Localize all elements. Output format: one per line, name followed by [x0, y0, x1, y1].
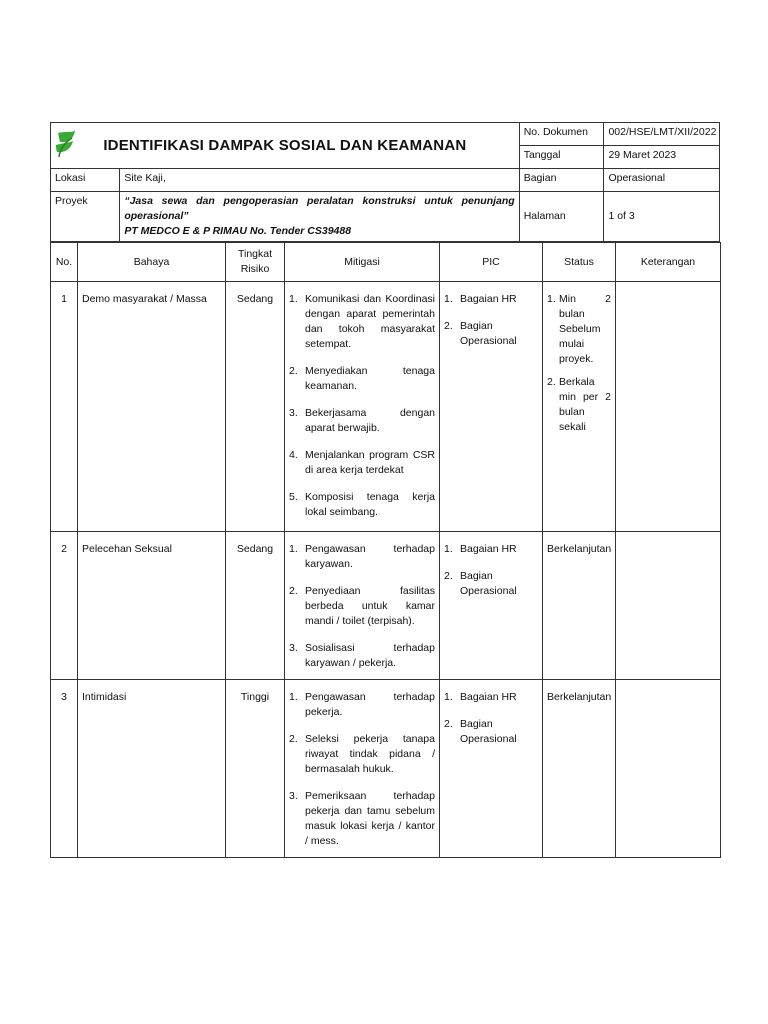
row-pic [440, 532, 543, 680]
mitigasi-item: 3. Bekerjasama dengan aparat berwajib. [289, 407, 435, 434]
status-item: 2. Berkala min per 2 bulan sekali [547, 376, 611, 433]
mitigasi-item: 2. Penyediaan fasilitas berbeda untuk kamar mandi / toilet (terpisah). [289, 585, 435, 627]
meta-value-bagian: Operasional [604, 169, 720, 192]
row-status: Berkelanjutan [543, 680, 616, 858]
table-row [51, 282, 721, 532]
col-header-no: No. [51, 243, 78, 282]
header-table [50, 122, 720, 242]
proyek-line-1: “Jasa sewa dan pengoperasian peralatan konstruksi untuk penunjang operasional” [124, 195, 515, 222]
company-leaf-logo [54, 129, 76, 159]
mitigasi-item: 4. Menjalankan program CSR di area kerja terdekat [289, 449, 435, 476]
meta-label-halaman: Halaman [519, 192, 604, 242]
row-tingkat: Tinggi [226, 680, 285, 858]
mitigasi-item: 1. Pengawasan terhadap karyawan. [289, 543, 435, 570]
mitigasi-item: 2. Seleksi pekerja tanapa riwayat tindak pidana / bermasalah hukuk. [289, 733, 435, 775]
col-header-tingkat-risiko: Tingkat Risiko [226, 243, 285, 282]
mitigasi-item: 2. Menyediakan tenaga keamanan. [289, 365, 435, 392]
row-bahaya: Pelecehan Seksual [78, 532, 226, 680]
mitigasi-item: 3. Pemeriksaan terhadap pekerja dan tamu sebelum masuk lokasi kerja / kantor / mess. [289, 790, 435, 847]
col-header-status: Status [543, 243, 616, 282]
table-row [51, 680, 721, 858]
pic-item: 2. Bagian Operasional [444, 718, 517, 745]
row-status: Berkelanjutan [543, 532, 616, 680]
row-keterangan [616, 532, 721, 680]
row-bahaya: Demo masyarakat / Massa [78, 282, 226, 532]
meta-label-no-dokumen: No. Dokumen [519, 123, 604, 146]
title-cell [51, 123, 520, 169]
document [50, 122, 720, 858]
col-header-mitigasi: Mitigasi [285, 243, 440, 282]
mitigasi-item: 1. Pengawasan terhadap pekerja. [289, 691, 435, 718]
meta-label-bagian: Bagian [519, 169, 604, 192]
row-keterangan [616, 282, 721, 532]
proyek-line-2: PT MEDCO E & P RIMAU No. Tender CS39488 [124, 225, 352, 237]
row-mitigasi [285, 282, 440, 532]
row-mitigasi [285, 532, 440, 680]
meta-label-tanggal: Tanggal [519, 146, 604, 169]
col-header-pic: PIC [440, 243, 543, 282]
document-title: IDENTIFIKASI DAMPAK SOSIAL DAN KEAMANAN [103, 137, 467, 154]
col-header-keterangan: Keterangan [616, 243, 721, 282]
col-header-bahaya: Bahaya [78, 243, 226, 282]
pic-item: 2. Bagian Operasional [444, 320, 517, 347]
meta-value-tanggal: 29 Maret 2023 [604, 146, 720, 169]
mitigasi-item: 5. Komposisi tenaga kerja lokal seimbang. [289, 491, 435, 518]
row-tingkat: Sedang [226, 282, 285, 532]
column-header-row [51, 243, 721, 282]
row-tingkat: Sedang [226, 532, 285, 680]
row-mitigasi [285, 680, 440, 858]
mitigasi-item: 1. Komunikasi dan Koordinasi dengan aparat pemerintah dan tokoh masyarakat setempat. [289, 293, 435, 350]
pic-item: 1. Bagaian HR [444, 293, 517, 305]
proyek-label: Proyek [51, 192, 120, 242]
row-keterangan [616, 680, 721, 858]
row-no: 2 [51, 532, 78, 680]
proyek-value [120, 192, 519, 242]
pic-item: 1. Bagaian HR [444, 543, 517, 555]
row-no: 3 [51, 680, 78, 858]
lokasi-value: Site Kaji, [120, 169, 519, 192]
status-item: 1. Min 2 bulan Sebelum mulai proyek. [547, 293, 611, 365]
row-pic [440, 282, 543, 532]
row-pic [440, 680, 543, 858]
row-bahaya: Intimidasi [78, 680, 226, 858]
risk-table [50, 242, 721, 858]
mitigasi-item: 3. Sosialisasi terhadap karyawan / pekerja. [289, 642, 435, 669]
pic-item: 2. Bagian Operasional [444, 570, 517, 597]
row-status [543, 282, 616, 532]
table-row [51, 532, 721, 680]
pic-item: 1. Bagaian HR [444, 691, 517, 703]
meta-value-no-dokumen: 002/HSE/LMT/XII/2022 [604, 123, 720, 146]
row-no: 1 [51, 282, 78, 532]
lokasi-label: Lokasi [51, 169, 120, 192]
meta-value-halaman: 1 of 3 [604, 192, 720, 242]
